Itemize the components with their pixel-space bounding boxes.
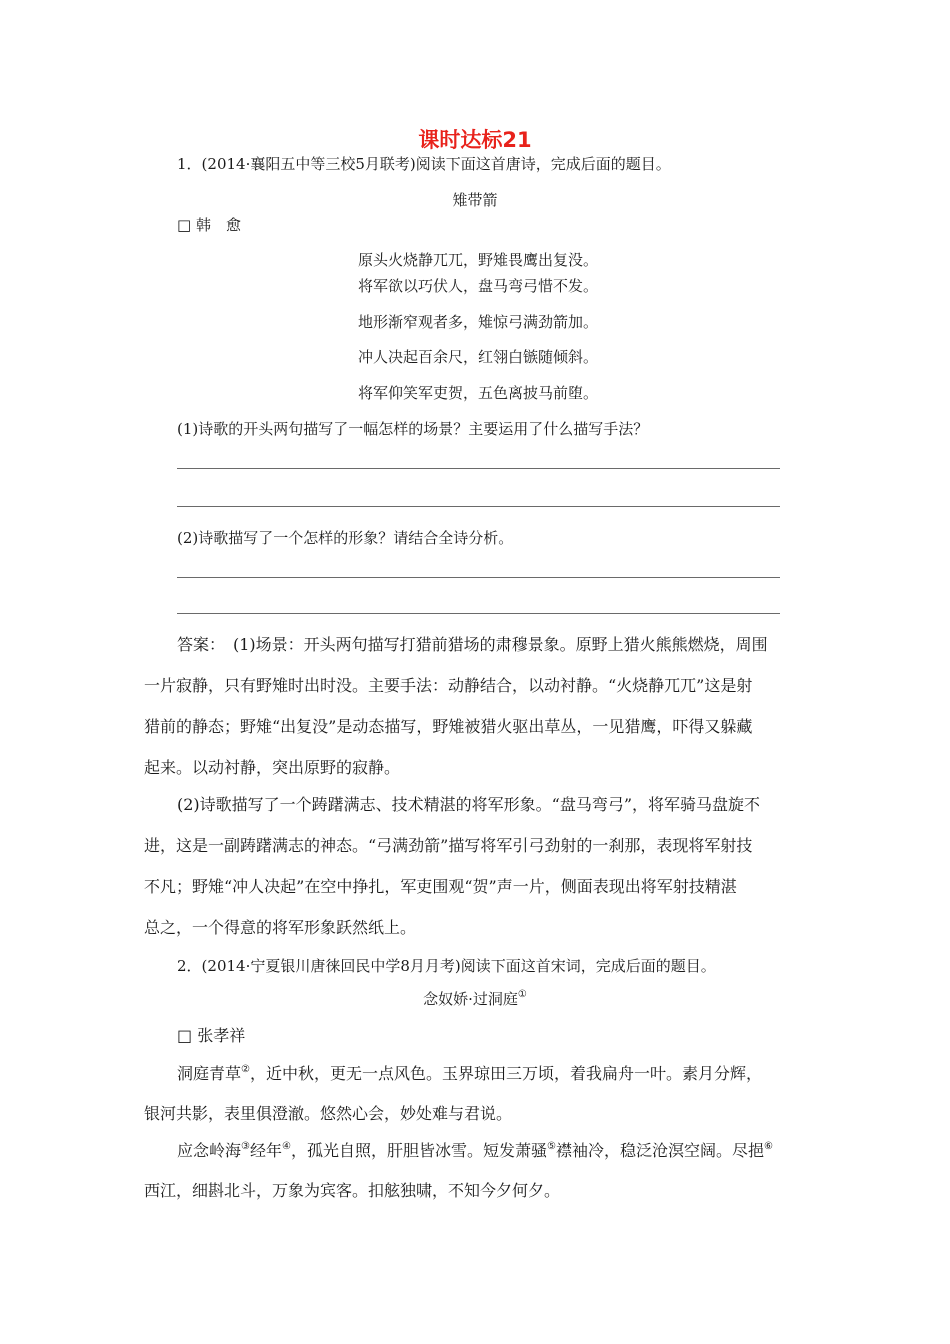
question-1-header: 1．(2014·襄阳五中等三校5月联考)阅读下面这首唐诗，完成后面的题目。 <box>177 155 671 173</box>
poem-1-line: 地形渐窄观者多，雉惊弓满劲箭加。 <box>358 313 599 331</box>
poem-1-line: 原头火烧静兀兀，野雉畏鹰出复没。 <box>358 251 599 269</box>
poem-1-author: □ 韩 愈 <box>177 216 241 234</box>
answer-line <box>177 613 780 614</box>
page-title: 课时达标21 <box>418 128 532 152</box>
answer-1-line: 答案： (1)场景：开头两句描写打猎前猎场的肃穆景象。原野上猎火熊熊燃烧，周围 <box>177 635 768 654</box>
answer-2-line: (2)诗歌描写了一个踌躇满志、技术精湛的将军形象。“盘马弯弓”，将军骑马盘旋不 <box>177 795 761 814</box>
poem-1-title: 雉带箭 <box>452 191 498 209</box>
answer-2-line: 不凡；野雉“冲人决起”在空中挣扎，军吏围观“贺”声一片，侧面表现出将军射技精湛 <box>144 877 737 896</box>
poem-2-text-line: 西江，细斟北斗，万象为宾客。扣舷独啸，不知今夕何夕。 <box>144 1181 561 1200</box>
answer-line <box>177 506 780 507</box>
poem-2-title: 念奴娇·过洞庭① <box>423 989 527 1008</box>
answer-line <box>177 468 780 469</box>
poem-1-line: 冲人决起百余尺，红翎白镞随倾斜。 <box>358 348 599 366</box>
poem-2-text-line: 银河共影，表里俱澄澈。悠然心会，妙处难与君说。 <box>144 1104 513 1123</box>
answer-line <box>177 577 780 578</box>
poem-1-line: 将军欲以巧伏人，盘马弯弓惜不发。 <box>358 277 599 295</box>
answer-1-line: 起来。以动衬静，突出原野的寂静。 <box>144 758 401 777</box>
sub-question-2: (2)诗歌描写了一个怎样的形象？请结合全诗分析。 <box>177 529 514 547</box>
poem-2-author: □ 张孝祥 <box>177 1026 246 1045</box>
sub-question-1: (1)诗歌的开头两句描写了一幅怎样的场景？主要运用了什么描写手法？ <box>177 420 649 438</box>
poem-2-text-line: 洞庭青草②，近中秋，更无一点风色。玉界琼田三万顷，着我扁舟一叶。素月分辉， <box>177 1064 762 1083</box>
answer-2-line: 进，这是一副踌躇满志的神态。“弓满劲箭”描写将军引弓劲射的一刹那，表现将军射技 <box>144 836 753 855</box>
answer-1-line: 猎前的静态；野雉“出复没”是动态描写，野雉被猎火驱出草丛，一见猎鹰，吓得又躲藏 <box>144 717 753 736</box>
poem-2-text-line: 应念岭海③经年④，孤光自照，肝胆皆冰雪。短发萧骚⑤襟袖冷，稳泛沧溟空阔。尽挹⑥ <box>177 1141 773 1160</box>
poem-1-line: 将军仰笑军吏贺，五色离披马前堕。 <box>358 384 599 402</box>
answer-2-line: 总之，一个得意的将军形象跃然纸上。 <box>144 918 417 937</box>
answer-1-line: 一片寂静，只有野雉时出时没。主要手法：动静结合，以动衬静。“火烧静兀兀”这是射 <box>144 676 753 695</box>
question-2-header: 2．(2014·宁夏银川唐徕回民中学8月月考)阅读下面这首宋词，完成后面的题目。 <box>177 957 716 975</box>
